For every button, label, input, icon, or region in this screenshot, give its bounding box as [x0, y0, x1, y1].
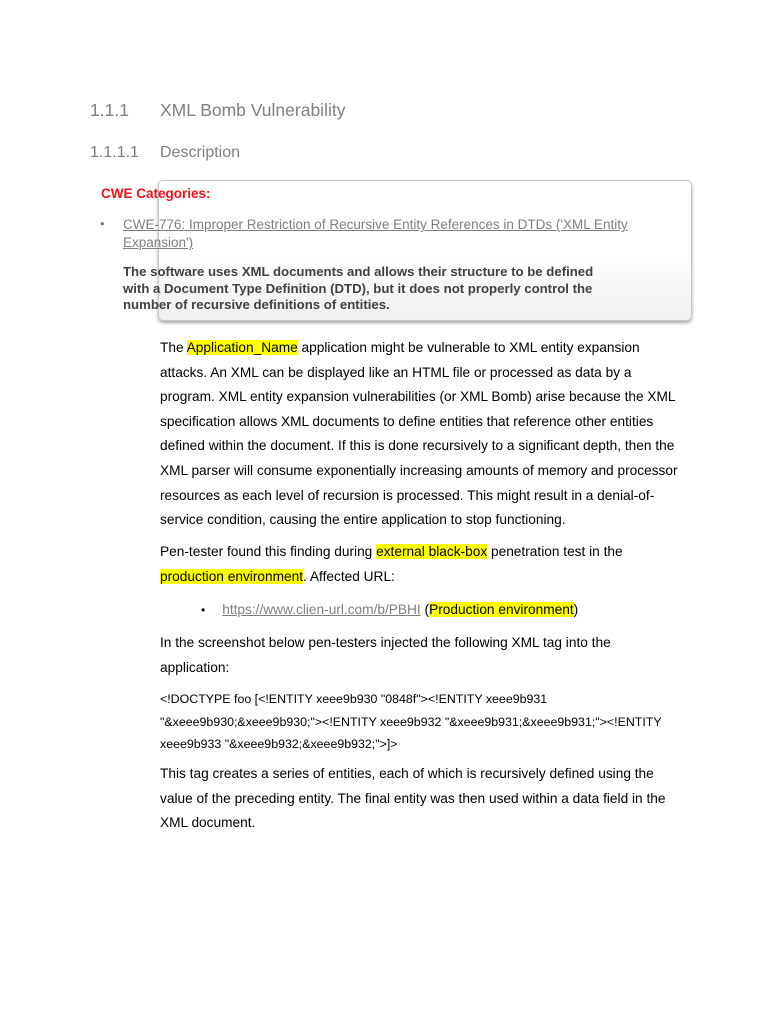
bullet-icon: • — [100, 216, 105, 231]
paragraph-body: application might be vulnerable to XML entity expansion attacks. An XML can be displayed like an HTML file or processed as data by a program. XML entity expansion vulnerabilities (or XML Bomb) arise because the XML specification allows XML documents to define entities that reference other entities defined within the document. If this is done recursively to a significant depth, then the XML parser will consume exponentially increasing amounts of memory and processor resources as each level of recursion is processed. This might result in a denial-of-service condition, causing the entire application to stop functioning. — [160, 340, 678, 528]
subsection-title: Description — [160, 144, 241, 161]
url-paren-close: ) — [573, 602, 579, 617]
finding-suffix: . Affected URL: — [303, 568, 395, 584]
affected-url-link[interactable]: https://www.clien-url.com/b/PBHI — [222, 602, 421, 617]
test-type-highlight: external black-box — [376, 544, 488, 559]
application-name-highlight: Application_Name — [186, 340, 298, 355]
environment-highlight: production environment — [160, 568, 304, 584]
affected-url-item — [201, 598, 578, 622]
production-environment-highlight: Production environment — [429, 602, 574, 617]
bullet-icon: • — [201, 603, 206, 617]
section-number: 1.1.1 — [90, 100, 129, 120]
paragraph-finding — [160, 540, 680, 589]
cwe-list — [100, 216, 630, 252]
finding-middle: penetration test in the — [487, 544, 623, 559]
paragraph-explanation: This tag creates a series of entities, each of which is recursively defined using the value of the preceding entity. The final entity was then used within a data field in the XML document. — [160, 766, 666, 831]
paragraph-description — [160, 336, 680, 533]
url-paren-open: ( — [420, 602, 430, 617]
paragraph-prefix: The — [160, 340, 187, 355]
subsection-number: 1.1.1.1 — [90, 144, 139, 161]
section-title: XML Bomb Vulnerability — [160, 100, 346, 120]
subsection-heading — [90, 144, 240, 162]
cwe-list-item — [100, 216, 630, 252]
cwe-description: The software uses XML documents and allows their structure to be defined with a Document Type Definition (DTD), but it does not properly control the number of recursive definitions of entities. — [123, 264, 594, 312]
section-heading — [90, 100, 345, 121]
paragraph-screenshot-intro: In the screenshot below pen-testers injected the following XML tag into the application: — [160, 635, 611, 675]
cwe-categories-title: CWE Categories: — [101, 186, 211, 201]
cwe-776-link[interactable]: CWE-776: Improper Restriction of Recursive Entity References in DTDs ('XML Entity Expansion') — [123, 217, 628, 250]
finding-prefix: Pen-tester found this finding during — [160, 544, 377, 559]
xml-payload: <!DOCTYPE foo [<!ENTITY xeee9b930 "0848f"><!ENTITY xeee9b931 "&xeee9b930;&xeee9b930;"><!ENTITY xeee9b932 "&xeee9b931;&xeee9b931;"><!ENTITY xeee9b933 "&xeee9b932;&xeee9b932;">]> — [160, 692, 662, 751]
